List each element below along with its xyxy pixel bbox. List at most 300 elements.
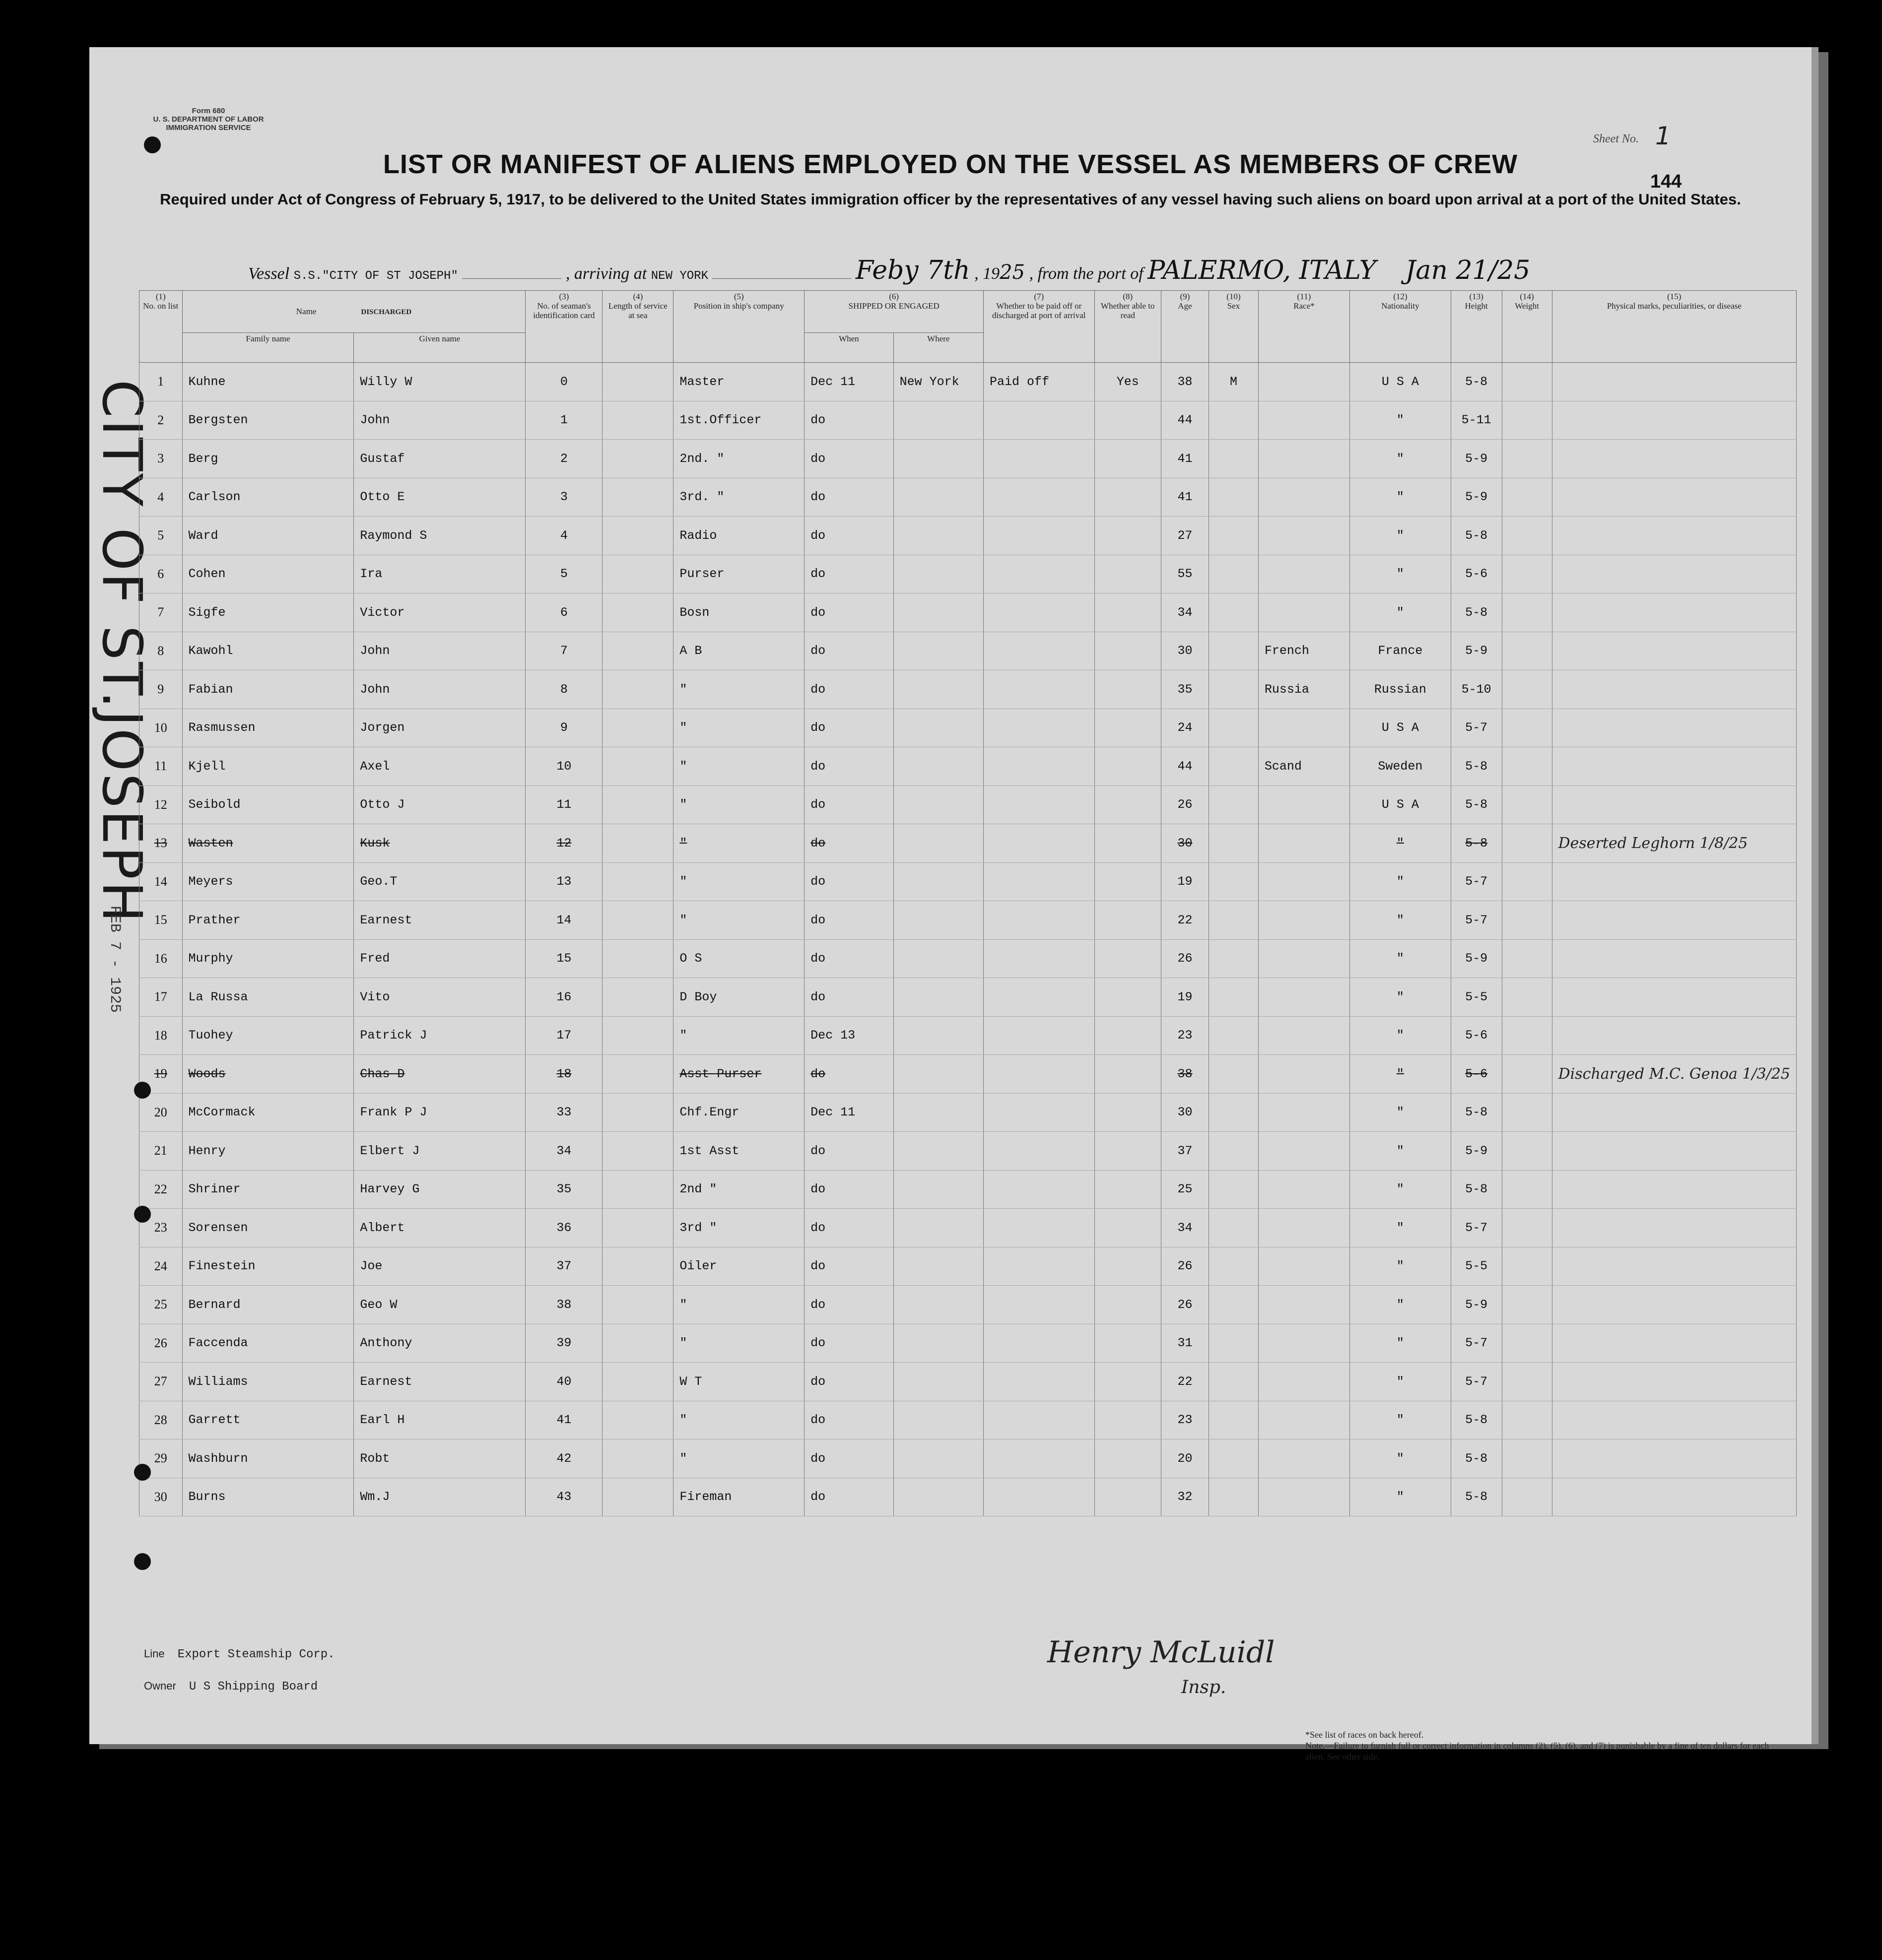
height: 5-8 bbox=[1451, 824, 1502, 863]
owner-value: U S Shipping Board bbox=[189, 1680, 318, 1694]
age: 26 bbox=[1161, 785, 1209, 824]
family-name: Carlson bbox=[182, 478, 354, 517]
weight bbox=[1502, 1093, 1552, 1132]
service-length bbox=[603, 1209, 673, 1247]
race bbox=[1258, 363, 1349, 401]
given-name: Harvey G bbox=[354, 1170, 526, 1209]
position: " bbox=[673, 824, 805, 863]
age: 44 bbox=[1161, 401, 1209, 440]
shipped-where bbox=[893, 709, 983, 747]
crew-row bbox=[139, 901, 1797, 940]
paid-off bbox=[984, 1363, 1094, 1401]
id-card-number: 10 bbox=[526, 747, 603, 786]
shipped-when: do bbox=[805, 1324, 893, 1363]
family-name: Kawohl bbox=[182, 632, 354, 670]
crew-row bbox=[139, 862, 1797, 901]
position: Master bbox=[673, 363, 805, 401]
sex bbox=[1209, 1324, 1259, 1363]
position: 1st.Officer bbox=[673, 401, 805, 440]
shipped-when: Dec 11 bbox=[805, 1093, 893, 1132]
remarks bbox=[1552, 709, 1796, 747]
race bbox=[1258, 1170, 1349, 1209]
able-to-read bbox=[1094, 632, 1161, 670]
race bbox=[1258, 401, 1349, 440]
id-card-number: 7 bbox=[526, 632, 603, 670]
service-length bbox=[603, 1324, 673, 1363]
service-length bbox=[603, 1247, 673, 1286]
weight bbox=[1502, 1286, 1552, 1324]
sex bbox=[1209, 593, 1259, 632]
service-length bbox=[603, 1401, 673, 1439]
family-name: Tuohey bbox=[182, 1016, 354, 1055]
shipped-where bbox=[893, 1324, 983, 1363]
punch-hole bbox=[134, 1553, 151, 1570]
height: 5-6 bbox=[1451, 1016, 1502, 1055]
given-name: Ira bbox=[354, 555, 526, 593]
nationality: U S A bbox=[1349, 709, 1451, 747]
age: 41 bbox=[1161, 440, 1209, 478]
service-length bbox=[603, 978, 673, 1017]
remarks bbox=[1552, 1016, 1796, 1055]
service-length bbox=[603, 709, 673, 747]
nationality: " bbox=[1349, 1209, 1451, 1247]
given-name: Vito bbox=[354, 978, 526, 1017]
nationality: " bbox=[1349, 517, 1451, 555]
sex bbox=[1209, 862, 1259, 901]
shipped-when: do bbox=[805, 555, 893, 593]
service-length bbox=[603, 939, 673, 978]
able-to-read bbox=[1094, 1016, 1161, 1055]
remarks bbox=[1552, 1093, 1796, 1132]
nationality: " bbox=[1349, 1401, 1451, 1439]
height: 5-8 bbox=[1451, 747, 1502, 786]
punch-hole bbox=[144, 136, 161, 153]
crew-row bbox=[139, 632, 1797, 670]
races-note: *See list of races on back hereof. bbox=[1305, 1730, 1424, 1740]
nationality: " bbox=[1349, 862, 1451, 901]
shipped-where: New York bbox=[893, 363, 983, 401]
shipped-when: do bbox=[805, 709, 893, 747]
height: 5-8 bbox=[1451, 1170, 1502, 1209]
family-name: Sigfe bbox=[182, 593, 354, 632]
row-number: 16 bbox=[139, 939, 183, 978]
col-label-card: No. of seaman's identification card bbox=[533, 301, 595, 320]
shipped-when: Dec 11 bbox=[805, 363, 893, 401]
sex bbox=[1209, 785, 1259, 824]
id-card-number: 3 bbox=[526, 478, 603, 517]
paid-off bbox=[984, 1439, 1094, 1478]
shipped-where bbox=[893, 939, 983, 978]
crew-row bbox=[139, 440, 1797, 478]
position: Oiler bbox=[673, 1247, 805, 1286]
weight bbox=[1502, 901, 1552, 940]
shipped-when: do bbox=[805, 1286, 893, 1324]
height: 5-8 bbox=[1451, 1439, 1502, 1478]
shipped-when: do bbox=[805, 401, 893, 440]
shipped-when: do bbox=[805, 1247, 893, 1286]
shipped-where bbox=[893, 1016, 983, 1055]
given-name: Otto J bbox=[354, 785, 526, 824]
col-num-11: (11) bbox=[1297, 292, 1311, 301]
weight bbox=[1502, 401, 1552, 440]
race: Russia bbox=[1258, 670, 1349, 709]
shipped-where bbox=[893, 1132, 983, 1171]
able-to-read bbox=[1094, 1286, 1161, 1324]
height: 5-7 bbox=[1451, 901, 1502, 940]
row-number: 11 bbox=[139, 747, 183, 786]
sex bbox=[1209, 978, 1259, 1017]
race bbox=[1258, 1016, 1349, 1055]
race bbox=[1258, 593, 1349, 632]
shipped-when: do bbox=[805, 1209, 893, 1247]
sex bbox=[1209, 1439, 1259, 1478]
age: 19 bbox=[1161, 978, 1209, 1017]
date-stamp: FEB 7 - 1925 bbox=[106, 906, 123, 1013]
service-length bbox=[603, 363, 673, 401]
paid-off bbox=[984, 593, 1094, 632]
crew-row bbox=[139, 1016, 1797, 1055]
shipped-when: do bbox=[805, 1132, 893, 1171]
given-name: Robt bbox=[354, 1439, 526, 1478]
remarks bbox=[1552, 1478, 1796, 1516]
service-name: IMMIGRATION SERVICE bbox=[166, 124, 251, 132]
given-name: Albert bbox=[354, 1209, 526, 1247]
owner-field bbox=[144, 1680, 318, 1694]
col-num-14: (14) bbox=[1520, 292, 1534, 301]
col-num-5: (5) bbox=[734, 292, 744, 301]
able-to-read bbox=[1094, 939, 1161, 978]
able-to-read: Yes bbox=[1094, 363, 1161, 401]
id-card-number: 5 bbox=[526, 555, 603, 593]
line-field bbox=[144, 1647, 335, 1661]
sex bbox=[1209, 401, 1259, 440]
position: Purser bbox=[673, 555, 805, 593]
weight bbox=[1502, 593, 1552, 632]
shipped-where bbox=[893, 1209, 983, 1247]
sex: M bbox=[1209, 363, 1259, 401]
departure-date: Jan 21/25 bbox=[1405, 256, 1531, 285]
weight bbox=[1502, 824, 1552, 863]
departure-port: PALERMO, ITALY bbox=[1147, 256, 1376, 285]
family-name: Prather bbox=[182, 901, 354, 940]
crew-row bbox=[139, 1093, 1797, 1132]
position: 3rd. " bbox=[673, 478, 805, 517]
position: Asst Purser bbox=[673, 1055, 805, 1094]
id-card-number: 14 bbox=[526, 901, 603, 940]
paid-off bbox=[984, 862, 1094, 901]
shipped-where bbox=[893, 978, 983, 1017]
sex bbox=[1209, 824, 1259, 863]
able-to-read bbox=[1094, 1055, 1161, 1094]
able-to-read bbox=[1094, 824, 1161, 863]
punch-hole bbox=[134, 1206, 151, 1223]
col-label-position: Position in ship's company bbox=[693, 301, 784, 311]
position: " bbox=[673, 785, 805, 824]
race bbox=[1258, 939, 1349, 978]
shipped-when: Dec 13 bbox=[805, 1016, 893, 1055]
id-card-number: 11 bbox=[526, 785, 603, 824]
remarks bbox=[1552, 363, 1796, 401]
weight bbox=[1502, 555, 1552, 593]
shipped-where bbox=[893, 901, 983, 940]
nationality: Sweden bbox=[1349, 747, 1451, 786]
age: 23 bbox=[1161, 1401, 1209, 1439]
age: 32 bbox=[1161, 1478, 1209, 1516]
shipped-where bbox=[893, 593, 983, 632]
sex bbox=[1209, 440, 1259, 478]
given-name: Fred bbox=[354, 939, 526, 978]
id-card-number: 15 bbox=[526, 939, 603, 978]
height: 5-8 bbox=[1451, 1478, 1502, 1516]
given-name: Geo.T bbox=[354, 862, 526, 901]
able-to-read bbox=[1094, 901, 1161, 940]
arriving-label: , arriving at bbox=[565, 264, 647, 283]
weight bbox=[1502, 1363, 1552, 1401]
age: 35 bbox=[1161, 670, 1209, 709]
service-length bbox=[603, 747, 673, 786]
given-name: Victor bbox=[354, 593, 526, 632]
shipped-when: do bbox=[805, 478, 893, 517]
row-number: 3 bbox=[139, 440, 183, 478]
service-length bbox=[603, 824, 673, 863]
line-value: Export Steamship Corp. bbox=[177, 1648, 335, 1661]
remarks bbox=[1552, 517, 1796, 555]
row-number: 4 bbox=[139, 478, 183, 517]
nationality: " bbox=[1349, 1170, 1451, 1209]
footer-notes bbox=[1305, 1729, 1777, 1762]
row-number: 12 bbox=[139, 785, 183, 824]
height: 5-9 bbox=[1451, 478, 1502, 517]
nationality: " bbox=[1349, 978, 1451, 1017]
able-to-read bbox=[1094, 1401, 1161, 1439]
able-to-read bbox=[1094, 747, 1161, 786]
row-number: 26 bbox=[139, 1324, 183, 1363]
remarks: Deserted Leghorn 1/8/25 bbox=[1552, 824, 1796, 863]
able-to-read bbox=[1094, 1363, 1161, 1401]
service-length bbox=[603, 440, 673, 478]
age: 27 bbox=[1161, 517, 1209, 555]
family-name: Fabian bbox=[182, 670, 354, 709]
vessel-line bbox=[248, 256, 1530, 285]
from-port-label: , from the port of bbox=[1029, 264, 1143, 283]
family-name: Rasmussen bbox=[182, 709, 354, 747]
service-length bbox=[603, 1055, 673, 1094]
able-to-read bbox=[1094, 401, 1161, 440]
given-name: Wm.J bbox=[354, 1478, 526, 1516]
remarks bbox=[1552, 785, 1796, 824]
shipped-when: do bbox=[805, 593, 893, 632]
sex bbox=[1209, 670, 1259, 709]
row-number: 14 bbox=[139, 862, 183, 901]
family-name: Ward bbox=[182, 517, 354, 555]
crew-row bbox=[139, 1363, 1797, 1401]
col-num-6: (6) bbox=[889, 292, 899, 301]
age: 19 bbox=[1161, 862, 1209, 901]
shipped-when: do bbox=[805, 785, 893, 824]
crew-row bbox=[139, 747, 1797, 786]
shipped-when: do bbox=[805, 1055, 893, 1094]
form-reference bbox=[144, 107, 273, 132]
row-number: 5 bbox=[139, 517, 183, 555]
row-number: 28 bbox=[139, 1401, 183, 1439]
given-name: Gustaf bbox=[354, 440, 526, 478]
race bbox=[1258, 785, 1349, 824]
able-to-read bbox=[1094, 1478, 1161, 1516]
id-card-number: 43 bbox=[526, 1478, 603, 1516]
race bbox=[1258, 1132, 1349, 1171]
row-number: 8 bbox=[139, 632, 183, 670]
service-length bbox=[603, 1170, 673, 1209]
crew-row bbox=[139, 670, 1797, 709]
stamp-vessel-name: CITY OF ST.JOSEPH bbox=[90, 380, 154, 924]
family-name: Faccenda bbox=[182, 1324, 354, 1363]
row-number: 6 bbox=[139, 555, 183, 593]
position: " bbox=[673, 1016, 805, 1055]
given-name: Patrick J bbox=[354, 1016, 526, 1055]
inspector-signature: Henry McLuidl bbox=[1047, 1635, 1275, 1670]
sex bbox=[1209, 1401, 1259, 1439]
row-number: 10 bbox=[139, 709, 183, 747]
nationality: " bbox=[1349, 1132, 1451, 1171]
race bbox=[1258, 901, 1349, 940]
punch-hole bbox=[134, 1464, 151, 1481]
paid-off bbox=[984, 1401, 1094, 1439]
col-label-given: Given name bbox=[419, 334, 461, 343]
id-card-number: 12 bbox=[526, 824, 603, 863]
weight bbox=[1502, 1247, 1552, 1286]
sex bbox=[1209, 1478, 1259, 1516]
age: 37 bbox=[1161, 1132, 1209, 1171]
remarks bbox=[1552, 1132, 1796, 1171]
family-name: Shriner bbox=[182, 1170, 354, 1209]
shipped-where bbox=[893, 1170, 983, 1209]
nationality: " bbox=[1349, 401, 1451, 440]
manifest-sheet bbox=[89, 47, 1818, 1762]
able-to-read bbox=[1094, 1132, 1161, 1171]
shipped-when: do bbox=[805, 440, 893, 478]
paid-off bbox=[984, 401, 1094, 440]
id-card-number: 42 bbox=[526, 1439, 603, 1478]
crew-row bbox=[139, 1209, 1797, 1247]
col-label-weight: Weight bbox=[1515, 301, 1539, 311]
shipped-when: do bbox=[805, 901, 893, 940]
nationality: France bbox=[1349, 632, 1451, 670]
sex bbox=[1209, 555, 1259, 593]
family-name: Murphy bbox=[182, 939, 354, 978]
id-card-number: 0 bbox=[526, 363, 603, 401]
remarks bbox=[1552, 1209, 1796, 1247]
row-number: 13 bbox=[139, 824, 183, 863]
nationality: " bbox=[1349, 1247, 1451, 1286]
row-number: 9 bbox=[139, 670, 183, 709]
paid-off bbox=[984, 1247, 1094, 1286]
given-name: John bbox=[354, 670, 526, 709]
given-name: Geo W bbox=[354, 1286, 526, 1324]
able-to-read bbox=[1094, 670, 1161, 709]
paid-off bbox=[984, 1132, 1094, 1171]
position: 2nd " bbox=[673, 1170, 805, 1209]
age: 26 bbox=[1161, 1286, 1209, 1324]
family-name: Woods bbox=[182, 1055, 354, 1094]
shipped-where bbox=[893, 747, 983, 786]
given-name: Jorgen bbox=[354, 709, 526, 747]
paid-off bbox=[984, 632, 1094, 670]
shipped-where bbox=[893, 862, 983, 901]
family-name: McCormack bbox=[182, 1093, 354, 1132]
weight bbox=[1502, 1401, 1552, 1439]
height: 5-7 bbox=[1451, 1324, 1502, 1363]
position: " bbox=[673, 1324, 805, 1363]
sex bbox=[1209, 517, 1259, 555]
id-card-number: 38 bbox=[526, 1286, 603, 1324]
penalty-note: Note.—Failure to furnish full or correct information in columns (2), (5), (6), and (7) is punishable by a fine of ten dollars for each alien. See other side. bbox=[1305, 1741, 1769, 1762]
able-to-read bbox=[1094, 478, 1161, 517]
paid-off bbox=[984, 709, 1094, 747]
given-name: Axel bbox=[354, 747, 526, 786]
vessel-name: S.S."CITY OF ST JOSEPH" bbox=[293, 269, 458, 283]
id-card-number: 1 bbox=[526, 401, 603, 440]
crew-row bbox=[139, 1439, 1797, 1478]
shipped-where bbox=[893, 478, 983, 517]
sex bbox=[1209, 1016, 1259, 1055]
shipped-when: do bbox=[805, 517, 893, 555]
id-card-number: 6 bbox=[526, 593, 603, 632]
crew-rows bbox=[139, 363, 1797, 1516]
given-name: John bbox=[354, 632, 526, 670]
race bbox=[1258, 517, 1349, 555]
remarks bbox=[1552, 632, 1796, 670]
position: " bbox=[673, 901, 805, 940]
race bbox=[1258, 1093, 1349, 1132]
crew-row bbox=[139, 709, 1797, 747]
paid-off bbox=[984, 517, 1094, 555]
able-to-read bbox=[1094, 593, 1161, 632]
col-num-4: (4) bbox=[633, 292, 643, 301]
paid-off bbox=[984, 824, 1094, 863]
paid-off bbox=[984, 939, 1094, 978]
service-length bbox=[603, 555, 673, 593]
position: " bbox=[673, 862, 805, 901]
nationality: Russian bbox=[1349, 670, 1451, 709]
position: 3rd " bbox=[673, 1209, 805, 1247]
remarks bbox=[1552, 1170, 1796, 1209]
row-number: 29 bbox=[139, 1439, 183, 1478]
height: 5-5 bbox=[1451, 1247, 1502, 1286]
col-num-15: (15) bbox=[1667, 292, 1681, 301]
service-length bbox=[603, 1286, 673, 1324]
able-to-read bbox=[1094, 1439, 1161, 1478]
family-name: Seibold bbox=[182, 785, 354, 824]
given-name: Elbert J bbox=[354, 1132, 526, 1171]
weight bbox=[1502, 1478, 1552, 1516]
given-name: Frank P J bbox=[354, 1093, 526, 1132]
position: " bbox=[673, 1439, 805, 1478]
crew-row bbox=[139, 593, 1797, 632]
service-length bbox=[603, 1016, 673, 1055]
age: 22 bbox=[1161, 901, 1209, 940]
nationality: " bbox=[1349, 478, 1451, 517]
col-num-9: (9) bbox=[1180, 292, 1190, 301]
age: 30 bbox=[1161, 824, 1209, 863]
position: W T bbox=[673, 1363, 805, 1401]
col-label-paid: Whether to be paid off or discharged at port of arrival bbox=[992, 301, 1086, 320]
weight bbox=[1502, 747, 1552, 786]
inspector-title: Insp. bbox=[1181, 1677, 1226, 1698]
nationality: " bbox=[1349, 1324, 1451, 1363]
race bbox=[1258, 1286, 1349, 1324]
family-name: Wasten bbox=[182, 824, 354, 863]
able-to-read bbox=[1094, 1247, 1161, 1286]
